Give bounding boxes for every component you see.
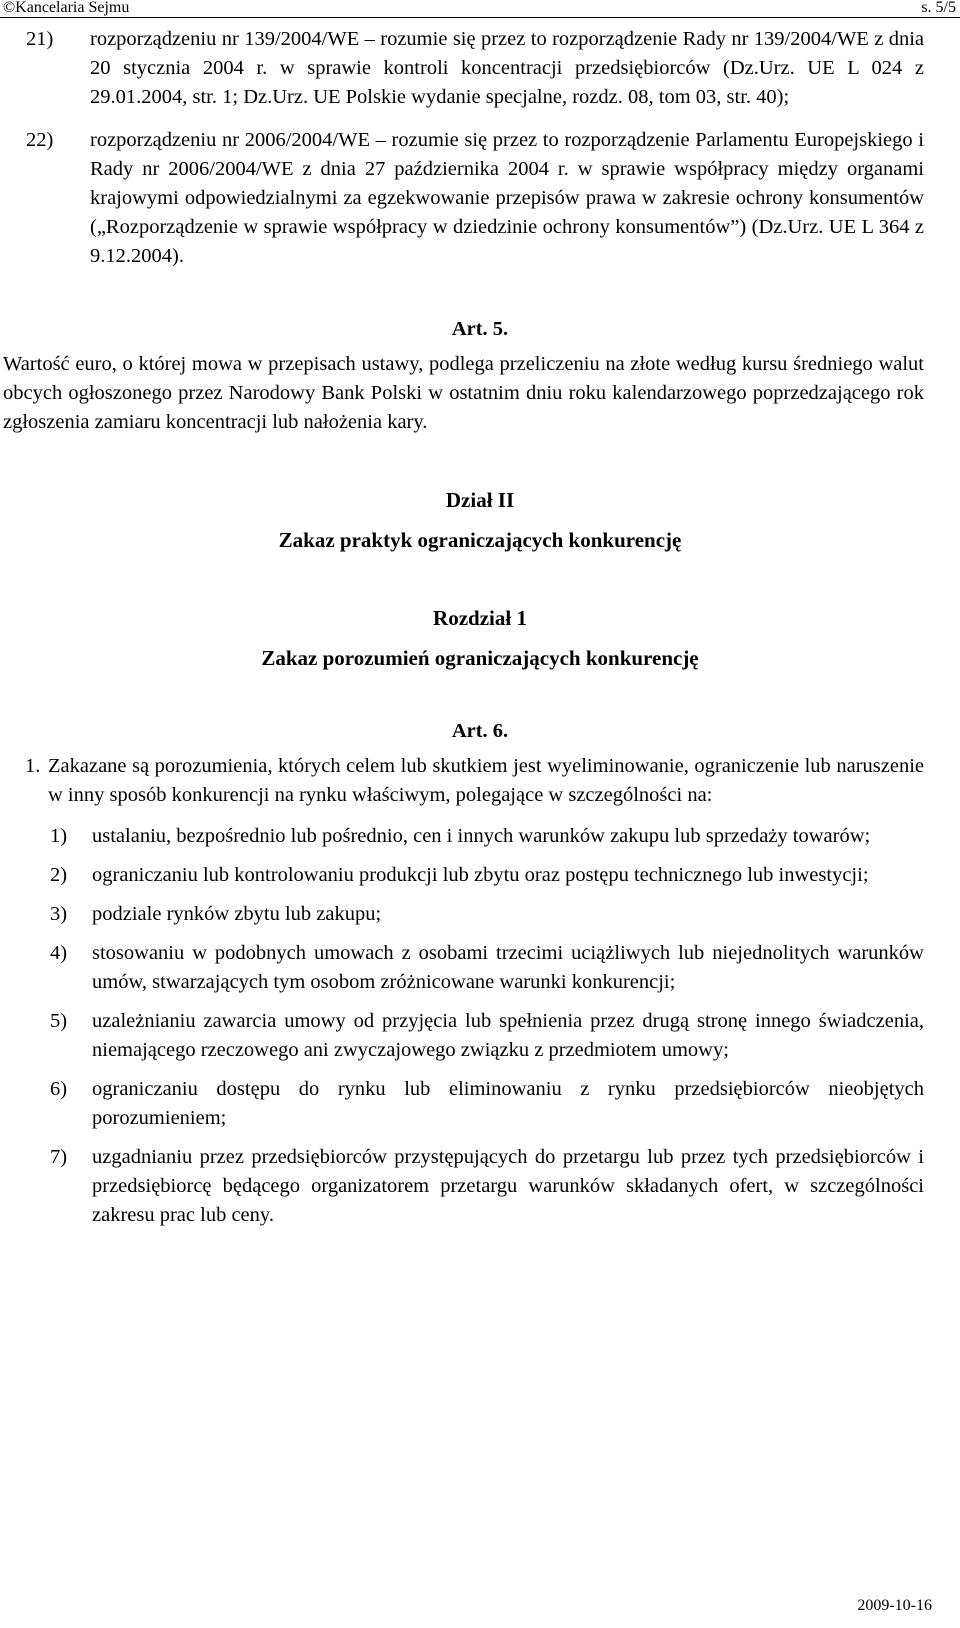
paragraph-text: Zakazane są porozumienia, których celem lub skutkiem jest wyeliminowanie, ograniczenie lub naruszenie w inny sposób konkurencji na rynku właściwym, polegające w szczególności na: <box>48 755 924 806</box>
definition-text: rozporządzeniu nr 139/2004/WE – rozumie się przez to rozporządzenie Rady nr 139/2004/WE z dnia 20 stycznia 2004 r. w sprawie kontroli koncentracji przedsiębiorców (Dz.Urz. UE L 024 z 29.01.2004, str. 1; Dz.Urz. UE Polskie wydanie specjalne, rozdz. 08, tom 03, str. 40); <box>90 28 924 108</box>
list-item <box>0 900 960 929</box>
definition-text: rozporządzeniu nr 2006/2004/WE – rozumie się przez to rozporządzenie Parlamentu Europejskiego i Rady nr 2006/2004/WE z dnia 27 października 2004 r. w sprawie współpracy między organami krajowymi odpowiedzialnymi za egzekwowanie przepisów prawa w zakresie ochrony konsumentów („Rozporządzenie w sprawie współpracy w dziedzinie ochrony konsumentów”) (Dz.Urz. UE L 364 z 9.12.2004). <box>90 129 924 267</box>
definition-item <box>0 25 960 112</box>
page-header <box>0 0 960 18</box>
definition-number: 21) <box>26 28 54 50</box>
footer-date: 2009-10-16 <box>857 1597 932 1614</box>
list-item-number: 7) <box>50 1146 68 1168</box>
header-copyright: ©Kancelaria Sejmu <box>3 0 130 16</box>
article-5-heading: Art. 5. <box>451 318 509 340</box>
header-divider <box>0 17 960 18</box>
list-item-text: podziale rynków zbytu lub zakupu; <box>92 903 382 925</box>
list-item <box>0 939 960 997</box>
list-item <box>0 822 960 851</box>
list-item-number: 4) <box>50 942 68 964</box>
list-item-text: stosowaniu w podobnych umowach z osobami trzecimi uciążliwych lub niejednolitych warunków umów, stwarzających tym osobom zróżnicowane warunki konkurencji; <box>92 942 924 993</box>
chapter-subtitle: Zakaz porozumień ograniczających konkurencję <box>261 646 699 670</box>
list-item-number: 1) <box>50 825 68 847</box>
list-item-number: 6) <box>50 1078 68 1100</box>
definition-item <box>0 126 960 271</box>
list-item <box>0 861 960 890</box>
list-item-number: 5) <box>50 1010 68 1032</box>
list-item-number: 2) <box>50 864 68 886</box>
list-item-text: ograniczaniu lub kontrolowaniu produkcji lub zbytu oraz postępu technicznego lub inwestycji; <box>92 864 869 886</box>
division-subtitle: Zakaz praktyk ograniczających konkurencję <box>278 528 682 552</box>
chapter-title: Rozdział 1 <box>433 606 527 630</box>
list-item-text: uzgadnianiu przez przedsiębiorców przystępujących do przetargu lub przez tych przedsiębiorców i przedsiębiorcę będącego organizatorem przetargu warunków składanych ofert, w szczególności zakresu prac lub ceny. <box>92 1146 924 1226</box>
article-5-text: Wartość euro, o której mowa w przepisach ustawy, podlega przeliczeniu na złote według kursu średniego walut obcych ogłoszonego przez Narodowy Bank Polski w ostatnim dniu roku kalendarzowego poprzedzającego rok zgłoszenia zamiaru koncentracji lub nałożenia kary. <box>3 353 924 433</box>
list-item <box>0 1007 960 1065</box>
division-title: Dział II <box>445 488 515 512</box>
definition-number: 22) <box>26 129 54 151</box>
list-item-text: ustalaniu, bezpośrednio lub pośrednio, cen i innych warunków zakupu lub sprzedaży towarów; <box>92 825 871 847</box>
article-6-paragraph <box>0 752 960 810</box>
list-item-text: uzależnianiu zawarcia umowy od przyjęcia lub spełnienia przez drugą stronę innego świadczenia, niemającego rzeczowego ani zwyczajowego związku z przedmiotem umowy; <box>92 1010 924 1061</box>
header-page-number: s. 5/5 <box>921 0 956 16</box>
list-item-number: 3) <box>50 903 68 925</box>
list-item-text: ograniczaniu dostępu do rynku lub eliminowaniu z rynku przedsiębiorców nieobjętych porozumieniem; <box>92 1078 924 1129</box>
document-body <box>0 25 960 1240</box>
article-6-heading: Art. 6. <box>451 720 509 742</box>
list-item <box>0 1143 960 1230</box>
list-item <box>0 1075 960 1133</box>
paragraph-number: 1. <box>25 755 41 777</box>
